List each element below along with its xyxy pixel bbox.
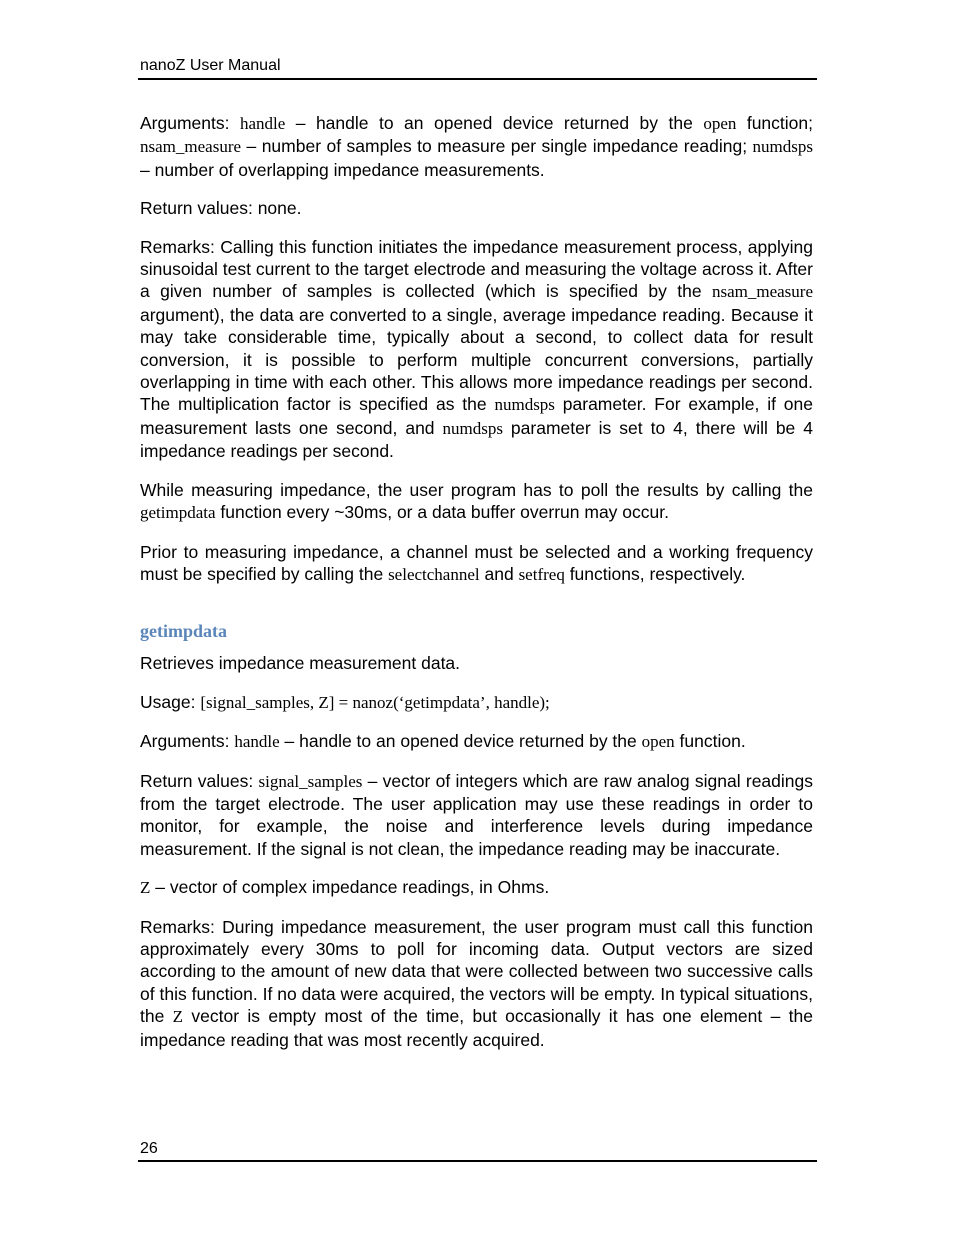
text: Remarks: During impedance measurement, the user program must call this function approximately every 30ms to poll for incoming data. Output vectors are sized according to the amount of new data that were collected between two successive calls of this function. If no data were acquired, the vectors will be empty. In typical situations, the [140,916,813,1027]
remarks-paragraph [140,916,813,1051]
text: function. [674,731,746,752]
code-nsam-measure: nsam_measure [140,137,242,157]
text: Prior to measuring impedance, a channel must be selected and a working frequency must be specified by calling the [140,541,813,584]
code-handle: handle [239,114,286,133]
page-number: 26 [140,1140,158,1157]
text: function; [736,113,813,133]
text: argument), the data are converted to a single, average impedance reading. Because it may take considerable time, typically about a second, to collect data for result conversion, it is possible to perform multiple concurrent conversions, partially overlapping in time with each other. This allows more impedance readings per second. The multiplication factor is specified as the [140,304,813,415]
usage-paragraph [140,691,813,714]
text: – handle to an opened device returned by the [285,113,704,133]
code-open: open [641,732,675,752]
text: parameter. For example, if one measurement lasts one second, and [140,394,813,438]
text: vector is empty most of the time, but occasionally it has one element – the impedance reading that was most recently acquired. [140,1006,813,1050]
code-usage: [signal_samples, Z] = nanoz(‘getimpdata’, handle); [200,692,550,712]
text: functions, respectively. [564,563,746,584]
code-getimpdata: getimpdata [140,503,216,523]
return-values-paragraph [140,770,813,861]
text: – number of overlapping impedance measurements. [140,159,545,180]
code-open: open [703,114,737,133]
description-paragraph [140,652,813,674]
header-rule [138,78,817,80]
arguments-paragraph [140,730,813,753]
arguments-paragraph [140,112,813,181]
code-numdsps: numdsps [494,395,555,415]
code-nsam-measure: nsam_measure [711,282,813,302]
footer-rule [138,1160,817,1162]
code-numdsps: numdsps [752,137,813,157]
text: Return values: [140,770,259,791]
code-setfreq: setfreq [518,564,565,584]
page-header-title: nanoZ User Manual [140,57,281,74]
polling-paragraph [140,479,813,525]
remarks-paragraph [140,236,813,463]
text: – number of samples to measure per single impedance reading; [241,136,753,157]
text: Retrieves impedance measurement data. [140,653,461,674]
text: parameter is set to 4, there will be 4 impedance readings per second. [140,417,813,462]
section-heading: getimpdata [140,621,227,642]
code-z: Z [172,1007,184,1027]
text: Usage: [140,691,201,712]
text: Arguments: [140,113,240,133]
text: While measuring impedance, the user program has to poll the results by calling the [140,479,813,500]
page-content [140,112,813,1067]
code-signal-samples: signal_samples [258,771,363,791]
code-selectchannel: selectchannel [388,564,480,584]
prior-paragraph [140,541,813,587]
text: and [479,563,519,584]
code-z: Z [140,878,151,898]
text: Arguments: [140,731,235,752]
text: Remarks: Calling this function initiates the impedance measurement process, applying sinusoidal test current to the target electrode and measuring the voltage across it. After a given number of samples is collected (which is specified by the [140,236,813,302]
z-vector-paragraph [140,876,813,899]
text: – handle to an opened device returned by the [279,731,642,752]
text: Return values: none. [140,198,302,219]
code-numdsps: numdsps [442,418,503,438]
text: – vector of integers which are raw analog signal readings from the target electrode. The user application may use these readings in order to monitor, for example, the noise and interference levels during impedance measurement. If the signal is not clean, the impedance reading may be inaccurate. [140,770,813,859]
code-handle: handle [234,732,280,752]
text: function every ~30ms, or a data buffer overrun may occur. [215,502,669,523]
text: – vector of complex impedance readings, in Ohms. [150,877,550,898]
return-values-paragraph [140,197,813,219]
